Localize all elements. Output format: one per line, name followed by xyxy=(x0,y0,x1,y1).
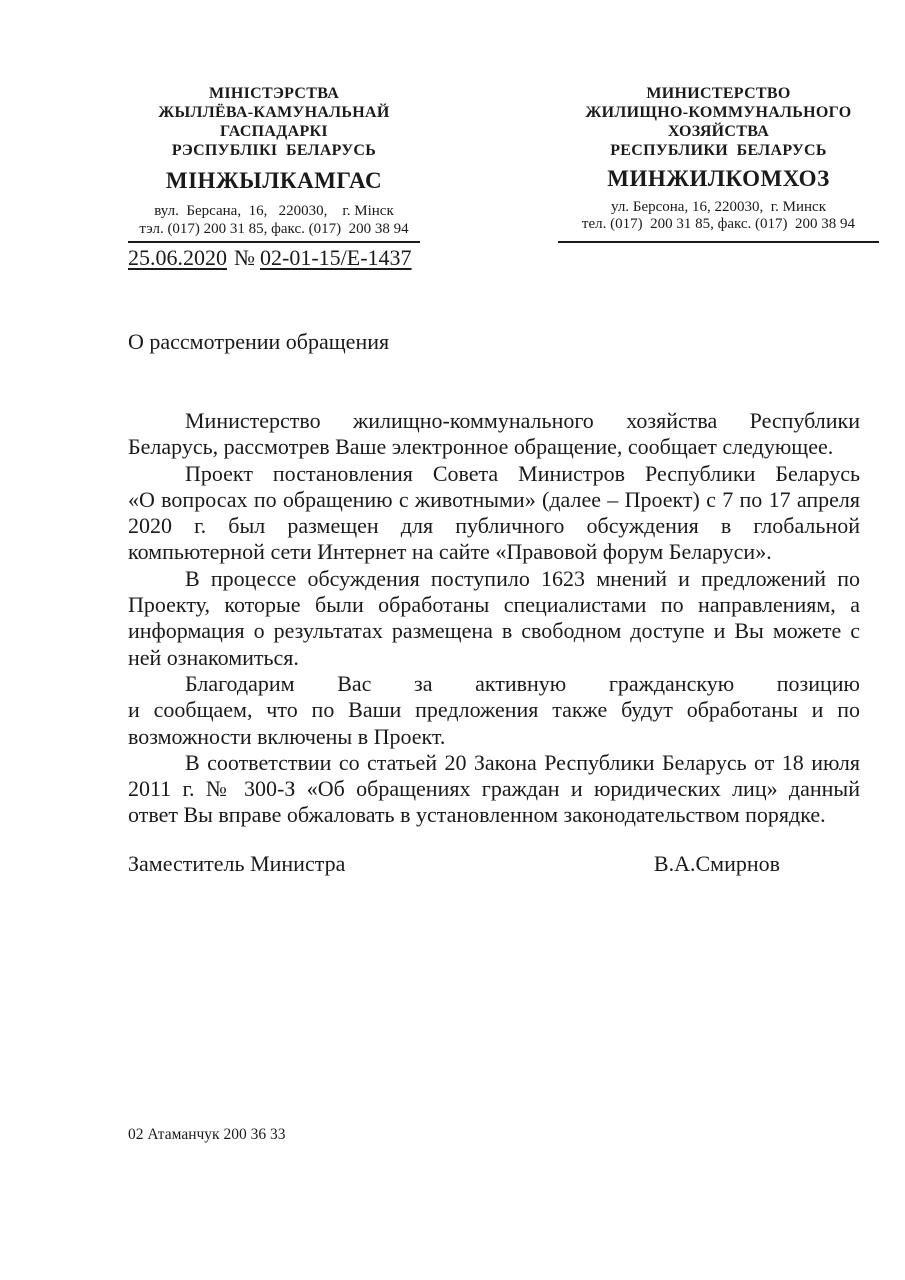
subject-line: О рассмотрении обращения xyxy=(128,329,390,354)
org-address xyxy=(558,199,879,232)
org-short-name: МІНЖЫЛКАМГАС xyxy=(165,168,383,193)
reference-number: 02-01-15/Е-1437 xyxy=(260,245,412,270)
paragraph-line: 2011 г. № 300-З «Об обращениях граждан и юридических лиц» данный xyxy=(128,776,860,802)
reference-date: 25.06.2020 xyxy=(128,245,227,270)
letterhead-russian xyxy=(558,84,879,243)
executor-note: 02 Атаманчук 200 36 33 xyxy=(128,1126,286,1143)
org-name-line: ЖЫЛЛЁВА-КАМУНАЛЬНАЙ xyxy=(158,104,390,121)
address-line: вул. Берсана, 16, 220030, г. Мінск xyxy=(154,203,394,219)
signature-name: В.А.Смирнов xyxy=(653,850,780,876)
paragraph-line: «О вопросах по обращению с животными» (далее – Проект) с 7 по 17 апреля xyxy=(128,486,860,512)
paragraph-line: информация о результатах размещена в свободном доступе и Вы можете с xyxy=(128,618,860,644)
paragraph-line: В соответствии со статьей 20 Закона Республики Беларусь от 18 июля xyxy=(185,749,860,775)
body-paragraph xyxy=(128,566,860,671)
paragraph-line: ней ознакомиться. xyxy=(128,644,299,670)
reference-number-sign: № xyxy=(234,245,255,270)
org-name-line: ХОЗЯЙСТВА xyxy=(667,123,770,140)
paragraph-line: 2020 г. был размещен для публичного обсуждения в глобальной xyxy=(128,513,860,539)
paragraph-line: В процессе обсуждения поступило 1623 мнений и предложений по xyxy=(185,565,860,591)
body-paragraph xyxy=(128,408,860,461)
address-line: ул. Берсона, 16, 220030, г. Минск xyxy=(611,199,826,215)
letterhead-belarusian xyxy=(128,84,420,243)
paragraph-line: ответ Вы вправе обжаловать в установленном законодательством порядке. xyxy=(128,802,826,828)
signature-row xyxy=(128,851,860,877)
reference-line xyxy=(128,245,905,271)
paragraph-line: Благодарим Вас за активную гражданскую позицию xyxy=(185,670,860,696)
org-address xyxy=(128,203,420,238)
body-paragraph xyxy=(128,750,860,829)
letter-body xyxy=(128,408,860,829)
letterhead xyxy=(128,84,879,243)
paragraph-line: Проект постановления Совета Министров Республики Беларусь xyxy=(185,460,860,486)
org-name-line: РЕСПУБЛИКИ БЕЛАРУСЬ xyxy=(610,142,827,159)
phone-line: тэл. (017) 200 31 85, факс. (017) 200 38 94 xyxy=(139,220,409,237)
org-name-line: ЖИЛИЩНО-КОММУНАЛЬНОГО xyxy=(585,104,852,121)
signature-title: Заместитель Министра xyxy=(128,850,346,876)
paragraph-line: и сообщаем, что по Ваши предложения также будут обработаны и по xyxy=(128,697,860,723)
paragraph-line: Проекту, которые были обработаны специалистами по направлениям, а xyxy=(128,592,860,618)
paragraph-line: Министерство жилищно-коммунального хозяйства Республики xyxy=(185,408,860,433)
org-name-line: ГАСПАДАРКІ xyxy=(220,123,328,140)
phone-line: тел. (017) 200 31 85, факс. (017) 200 38 94 xyxy=(581,215,856,232)
org-name-line: МІНІСТЭРСТВА xyxy=(208,85,340,102)
body-paragraph xyxy=(128,671,860,750)
body-paragraph xyxy=(128,461,860,566)
paragraph-line: Беларусь, рассмотрев Ваше электронное обращение, сообщает следующее. xyxy=(128,434,834,460)
org-name-line: РЭСПУБЛІКІ БЕЛАРУСЬ xyxy=(171,142,377,159)
paragraph-line: компьютерной сети Интернет на сайте «Правовой форум Беларуси». xyxy=(128,539,772,565)
org-name-line: МИНИСТЕРСТВО xyxy=(646,85,791,102)
org-short-name: МИНЖИЛКОМХОЗ xyxy=(607,166,830,191)
paragraph-line: возможности включены в Проект. xyxy=(128,723,446,749)
